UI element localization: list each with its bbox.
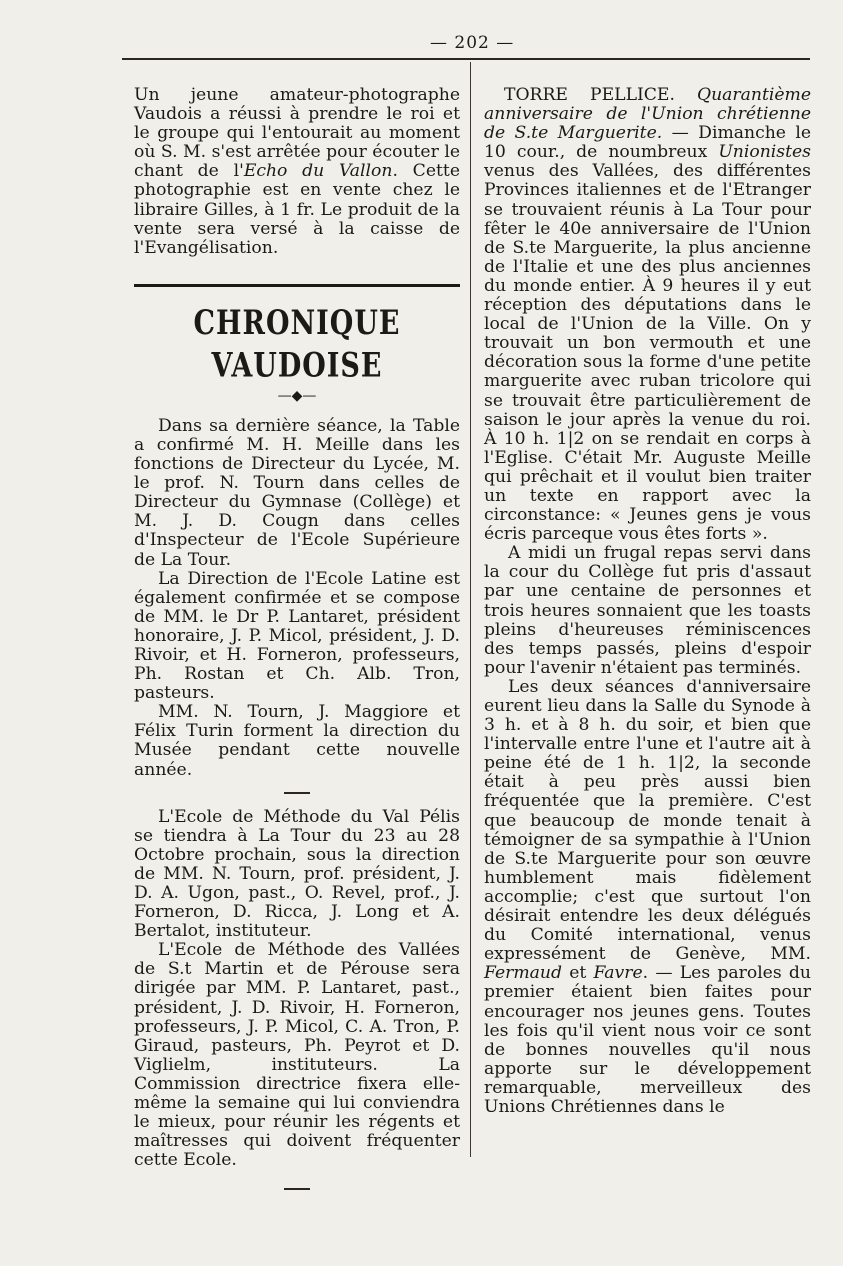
lead-text-b: venus des Vallées, des différentes Provinces italiennes et de l'Etranger se trouvaient réunis à La Tour pour fêter le 40e anniversaire de l'Union de S.te Marguerite, la plus ancienne de l'Italie et une des plus anciennes du monde entier. À 9 heures il y eut réception des députations dans le local de l'Union de la Ville. On y trouvait un bon vermouth et une décoration sous la forme d'une petite marguerite avec ruban tricolore qui se trouvait être particulièrement de saison le jour après la venue du roi. À 10 h. 1|2 on se rendait en corps à l'Eglise. C'était Mr. Auguste Meille qui prêchait et il voulut bien traiter un texte en rapport avec la circonstance: « Jeunes gens je vous écris parceque vous êtes forts ». (484, 161, 811, 545)
seances-text-a: Les deux séances d'anniversaire eurent lieu dans la Salle du Synode à 3 h. et à 8 h. du soir, et bien que l'intervalle entre l'une et l'autre ait à peine été de 1 h. 1|2, la seconde était à peu près aussi bien fréquentée que la première. C'est que beaucoup de monde tenait à témoigner de sa sympathie à l'Union de S.te Marguerite pour son œuvre humblement mais fidèlement accomplie; c'est que surtout l'on désirait entendre les deux délégués du Comité international, venus expressément de Genève, MM. (484, 676, 811, 965)
intro-text-a: Un jeune amateur-photographe Vaudois a réussi à prendre le roi et le groupe qui l'entourait au moment où S. M. s'est arrêtée pour écouter le chant de l' (134, 85, 460, 182)
header-rule (122, 58, 810, 60)
paragraph-ecole-methode-vallees: L'Ecole de Méthode des Vallées de S.t Martin et de Pérouse sera dirigée par MM. P. Lantaret, past., président, J. D. Rivoir, H. Forneron, professeurs, J. P. Micol, C. A. Tron, P. Giraud, pasteurs, Ph. Peyrot et D. Viglielm, instituteurs. La Commission directrice fixera elle-même la semaine qui lui conviendra le mieux, pour réunir les régents et maîtresses qui doivent fréquenter cette Ecole. (134, 940, 460, 1171)
paragraph-midi: A midi un frugal repas servi dans la cour du Collège fut pris d'assaut par une centaine de personnes et trois heures sonnaient que les toasts pleins d'heureuses réminiscences des temps passés, pleins d'espoir pour l'avenir n'étaient pas terminés. (484, 543, 811, 678)
column-divider (470, 62, 471, 1157)
article-heading-italic: Quarantième anniversaire de l'Union chrétienne de S.te Marguerite. (484, 85, 811, 144)
name-fermaud: Fermaud (484, 963, 562, 984)
intro-italic: Echo du Vallon (243, 161, 393, 182)
intro-paragraph (134, 86, 460, 258)
dash-separator (284, 792, 310, 794)
paragraph-seances (484, 678, 811, 1117)
left-column (134, 86, 460, 1190)
dash-separator-end (284, 1188, 310, 1190)
fleuron-ornament: —◆— (277, 387, 317, 404)
paragraph-ecole-methode-pelis: L'Ecole de Méthode du Val Pélis se tiendra à La Tour du 23 au 28 Octobre prochain, sous la direction de MM. N. Tourn, prof. président, J. D. A. Ugon, past., O. Revel, prof., J. Forneron, D. Ricca, J. Long et A. Bertalot, instituteur. (134, 806, 460, 942)
paragraph-torre-pellice (484, 86, 811, 544)
lead-text-a: — Dimanche le 10 cour., de noumbreux (484, 123, 811, 163)
place-name: TORRE PELLICE. (504, 85, 697, 105)
paragraph-musee: MM. N. Tourn, J. Maggiore et Félix Turin forment la direction du Musée pendant cette nouvelle année. (134, 702, 460, 780)
name-favre: Favre (593, 963, 643, 984)
paragraph-ecole-latine: La Direction de l'Ecole Latine est également confirmée et se compose de MM. le Dr P. Lantaret, président honoraire, J. P. Micol, président, J. D. Rivoir, et H. Forneron, professeurs, Ph. Rostan et Ch. Alb. Tron, pasteurs. (134, 568, 460, 704)
intro-text-b: . Cette photographie est en vente chez le libraire Gilles, à 1 fr. Le produit de la vente sera versé à la caisse de l'Evangélisation. (134, 161, 460, 258)
seances-text-b: . — Les paroles du premier étaient bien faites pour encourager nos jeunes gens. Toutes les fois qu'il vient nous voir ce sont de bonnes nouvelles qu'il nous apporte sur le développement remarquable, merveilleux des Unions Chrétiennes dans le (484, 963, 811, 1117)
unionistes-italic: Unionistes (718, 142, 811, 163)
paragraph-table: Dans sa dernière séance, la Table a confirmé M. H. Meille dans les fonctions de Directeur du Lycée, M. le prof. N. Tourn dans celles de Directeur du Gymnase (Collège) et M. J. D. Cougn dans celles d'Inspecteur de l'Ecole Supérieure de La Tour. (134, 415, 460, 570)
section-title: CHRONIQUE VAUDOISE (193, 303, 401, 385)
section-rule (134, 284, 460, 287)
right-column (484, 86, 811, 1117)
seances-and: et (562, 963, 594, 984)
page-number: — 202 — (430, 33, 515, 53)
